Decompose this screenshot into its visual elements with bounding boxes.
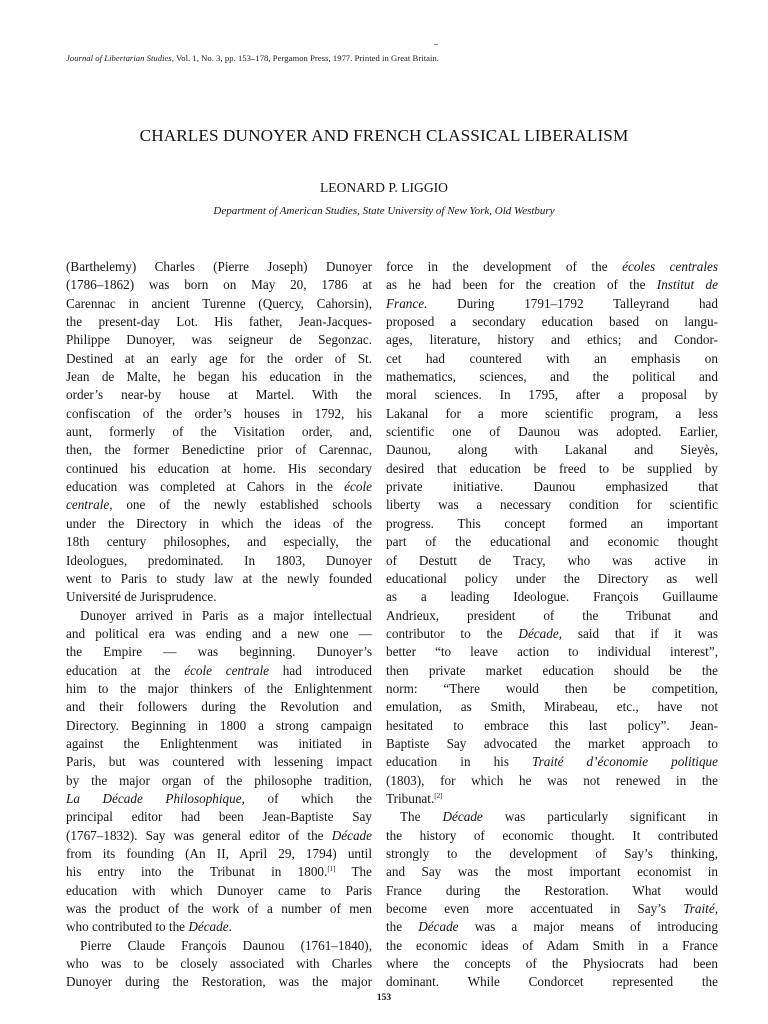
text-segment: France during the Restoration. What would	[386, 882, 718, 898]
text-line	[386, 350, 718, 368]
text-line	[66, 900, 372, 918]
text-line	[66, 680, 372, 698]
italic-text: école centrale	[184, 662, 270, 678]
text-segment: The	[400, 809, 443, 825]
text-line	[66, 863, 372, 881]
text-line	[66, 808, 372, 826]
text-column-left	[66, 258, 372, 992]
text-segment: and Say was the most important economist in	[386, 864, 718, 880]
italic-text: écoles centrales	[622, 259, 718, 274]
italic-text: La Décade Philosophique,	[66, 790, 245, 806]
text-line	[66, 423, 372, 441]
text-line	[386, 441, 718, 459]
text-line	[386, 258, 718, 276]
text-segment: educational policy under the Directory as well	[386, 570, 718, 586]
text-segment: Lakanal for a more scientific program, a less	[386, 405, 718, 421]
text-segment: education with which Dunoyer came to Paris	[66, 882, 372, 898]
text-line	[386, 496, 718, 514]
footnote-ref: [2]	[434, 791, 443, 800]
author-affiliation: Department of American Studies, State University of New York, Old Westbury	[213, 205, 555, 217]
text-line	[66, 570, 372, 588]
text-segment: liberty was a necessary condition for scientific	[386, 497, 718, 513]
text-line	[66, 827, 372, 845]
text-line	[386, 478, 718, 496]
text-line	[66, 276, 372, 294]
text-line	[386, 533, 718, 551]
text-line	[386, 295, 718, 313]
text-segment: was the product of the work of a number of men	[66, 901, 372, 917]
text-line	[386, 882, 718, 900]
text-line	[66, 331, 372, 349]
text-segment: and political era was ending and a new one —	[66, 625, 372, 641]
text-segment: one of the newly established schools	[112, 497, 372, 513]
text-segment: scientific one of Daunou was adopted. Earlier,	[386, 424, 718, 440]
text-line	[386, 313, 718, 331]
text-line	[386, 900, 718, 918]
text-segment: Andrieux, president of the Tribunat and	[386, 607, 718, 623]
text-line	[66, 313, 372, 331]
text-segment: desired that education be freed to be supplied by	[386, 460, 718, 476]
text-line	[386, 588, 718, 606]
text-line	[66, 772, 372, 790]
text-line	[386, 460, 718, 478]
italic-text: Institut de	[656, 277, 718, 293]
text-segment: him to the major thinkers of the Enlightenment	[66, 680, 372, 696]
text-segment: Pierre Claude François Daunou (1761–1840),	[80, 937, 372, 953]
text-line	[386, 570, 718, 588]
text-line	[66, 625, 372, 643]
text-segment: private initiative. Daunou emphasized that	[386, 479, 718, 495]
text-segment: from its founding (An II, April 29, 1794) until	[66, 846, 372, 861]
text-segment: his entry into the Tribunat in 1800.	[66, 864, 328, 880]
text-segment: had introduced	[269, 662, 373, 678]
text-line	[386, 863, 718, 881]
text-segment: who contributed to the	[66, 919, 189, 935]
text-segment: 18th century philosophes, and especially, the	[66, 534, 372, 550]
text-line	[386, 918, 718, 936]
italic-text: Traité,	[683, 901, 718, 917]
text-segment: Carennac in ancient Turenne (Quercy, Cahorsin),	[66, 295, 372, 311]
text-segment: Destined at an early age for the order of St.	[66, 350, 372, 366]
text-line	[66, 295, 372, 313]
italic-text: école	[344, 479, 372, 495]
text-line	[66, 937, 372, 955]
text-line	[66, 258, 372, 276]
text-line	[386, 423, 718, 441]
text-segment: aunt, formerly of the Visitation order, and,	[66, 424, 372, 440]
text-line	[386, 808, 718, 826]
text-segment: was particularly significant in	[482, 809, 718, 825]
text-segment: went to Paris to study law at the newly founded	[66, 570, 372, 586]
text-segment: the economic ideas of Adam Smith in a France	[386, 937, 718, 953]
footnote-ref: [1]	[327, 865, 336, 874]
text-segment: progress. This concept formed an important	[386, 515, 718, 531]
text-segment: education was completed at Cahors in the	[66, 479, 345, 495]
text-segment: then, the former Benedictine prior of Carennac,	[66, 442, 372, 458]
text-segment: Tribunat.	[386, 790, 435, 806]
text-segment: against the Enlightenment was initiated in	[66, 735, 372, 751]
text-line	[66, 552, 372, 570]
text-segment: part of the educational and economic thought	[386, 534, 718, 550]
text-line	[386, 937, 718, 955]
text-line	[66, 753, 372, 771]
text-segment: education at the	[66, 662, 185, 678]
italic-text: Décade	[331, 827, 372, 843]
text-segment: better “to leave action to individual interest”,	[386, 644, 718, 660]
italic-text: Décade,	[518, 625, 562, 641]
text-line	[66, 588, 372, 606]
italic-text: Décade	[188, 919, 229, 935]
text-segment: contributor to the	[386, 625, 519, 641]
text-segment: strongly to the development of Say’s thinking,	[386, 846, 718, 861]
text-segment: confiscation of the order’s houses in 1792, his	[66, 405, 372, 421]
text-segment: as he had been for the creation of the	[386, 277, 657, 293]
text-segment: During 1791–1792 Talleyrand had	[427, 295, 718, 311]
text-segment: Directory. Beginning in 1800 a strong campaign	[66, 717, 372, 733]
text-line	[386, 552, 718, 570]
text-column-right	[386, 258, 718, 992]
text-line	[386, 405, 718, 423]
text-line	[66, 717, 372, 735]
text-segment: Dunoyer during the Restoration, was the major	[66, 974, 372, 990]
text-segment: of which the	[244, 790, 373, 806]
text-segment: .	[228, 919, 232, 935]
text-segment: principal editor had been Jean-Baptiste Say	[66, 809, 372, 825]
text-line	[386, 643, 718, 661]
text-segment: emulation, as Smith, Mirabeau, etc., have not	[386, 699, 718, 715]
text-line	[386, 845, 718, 863]
text-line	[386, 827, 718, 845]
text-line	[66, 515, 372, 533]
text-segment: The	[335, 864, 373, 880]
article-title: CHARLES DUNOYER AND FRENCH CLASSICAL LIBERALISM	[139, 126, 629, 145]
text-line	[66, 698, 372, 716]
text-segment: (Barthelemy) Charles (Pierre Joseph) Dunoyer	[66, 259, 372, 274]
text-segment: proposed a secondary education based on langu-	[386, 314, 718, 330]
journal-citation	[66, 53, 439, 63]
text-line	[66, 478, 372, 496]
text-segment: the history of economic thought. It contributed	[386, 827, 718, 843]
text-segment: Baptiste Say advocated the market approach to	[386, 735, 718, 751]
italic-text: France.	[386, 295, 428, 311]
text-segment: become even more accentuated in Say’s	[386, 901, 684, 917]
text-segment: the Empire — was beginning. Dunoyer’s	[66, 644, 372, 660]
italic-text: centrale,	[66, 497, 113, 513]
text-segment: by the major organ of the philosophe tradition,	[66, 772, 372, 788]
text-line	[66, 441, 372, 459]
text-segment: Jean de Malte, he began his education in the	[66, 369, 372, 385]
text-line	[386, 790, 718, 808]
text-segment: who was to be closely associated with Charles	[66, 956, 372, 972]
text-segment: Ideologues, predominated. In 1803, Dunoyer	[66, 552, 372, 568]
page-number: 153	[376, 993, 392, 1003]
text-segment: force in the development of the	[386, 259, 623, 274]
text-line	[66, 845, 372, 863]
text-line	[386, 515, 718, 533]
text-line	[66, 882, 372, 900]
text-line	[386, 717, 718, 735]
text-line	[66, 368, 372, 386]
text-segment: order’s near-by house at Martel. With the	[66, 387, 372, 403]
text-segment: (1786–1862) was born on May 20, 1786 at	[66, 277, 372, 293]
text-line	[66, 460, 372, 478]
text-line	[66, 607, 372, 625]
text-line	[66, 405, 372, 423]
text-line	[66, 350, 372, 368]
text-segment: where the concepts of the Physiocrats had been	[386, 956, 718, 972]
text-segment: then private market education should be the	[386, 662, 718, 678]
text-segment: was a major means of introducing	[458, 919, 718, 935]
text-line	[66, 973, 372, 991]
article-author: LEONARD P. LIGGIO	[320, 180, 448, 195]
text-line	[386, 276, 718, 294]
scan-mark	[434, 44, 438, 45]
text-segment: Paris, but was countered with lessening impact	[66, 754, 372, 770]
text-line	[66, 735, 372, 753]
text-line	[386, 753, 718, 771]
text-line	[386, 973, 718, 991]
text-segment: under the Directory in which the ideas of the	[66, 515, 372, 531]
text-segment: moral sciences. In 1795, after a proposal by	[386, 387, 718, 403]
text-segment: the	[386, 919, 419, 935]
text-segment: norm: “There would then be competition,	[386, 680, 718, 696]
text-segment: mathematics, sciences, and the political and	[386, 369, 718, 385]
text-line	[386, 772, 718, 790]
text-segment: ages, literature, history and ethics; and Condor-	[386, 332, 718, 348]
italic-text: Traité d’économie politique	[532, 754, 718, 770]
text-segment: Dunoyer arrived in Paris as a major intellectual	[80, 607, 372, 623]
text-segment: and their followers during the Revolution and	[66, 699, 372, 715]
text-line	[386, 735, 718, 753]
text-line	[66, 790, 372, 808]
text-line	[386, 386, 718, 404]
text-line	[386, 607, 718, 625]
text-segment: (1767–1832). Say was general editor of the	[66, 827, 332, 843]
text-line	[66, 386, 372, 404]
text-line	[386, 680, 718, 698]
text-line	[66, 662, 372, 680]
text-line	[386, 662, 718, 680]
italic-text: Décade	[442, 809, 483, 825]
journal-name: Journal of Libertarian Studies,	[66, 53, 175, 63]
text-line	[386, 368, 718, 386]
text-line	[66, 918, 372, 936]
text-segment: (1803), for which he was not renewed in the	[386, 772, 718, 788]
text-line	[386, 625, 718, 643]
text-segment: continued his education at home. His secondary	[66, 460, 372, 476]
text-segment: dominant. While Condorcet represented the	[386, 974, 718, 990]
italic-text: Décade	[418, 919, 459, 935]
text-line	[386, 698, 718, 716]
text-segment: hesitated to embrace this last policy”. Jean-	[386, 717, 718, 733]
text-line	[66, 955, 372, 973]
text-segment: the present-day Lot. His father, Jean-Jacques-	[66, 314, 372, 330]
text-segment: cet had countered with an emphasis on	[386, 350, 718, 366]
text-segment: education in his	[386, 754, 533, 770]
text-segment: Université de Jurisprudence.	[66, 589, 217, 605]
text-line	[66, 643, 372, 661]
text-line	[66, 496, 372, 514]
text-line	[386, 955, 718, 973]
text-segment: Daunou, along with Lakanal and Sieyès,	[386, 442, 718, 458]
journal-details: Vol. 1, No. 3, pp. 153–178, Pergamon Press, 1977. Printed in Great Britain.	[174, 53, 439, 63]
text-segment: said that if it was	[562, 625, 718, 641]
text-segment: of Destutt de Tracy, who was active in	[386, 552, 718, 568]
text-line	[66, 533, 372, 551]
text-segment: Philippe Dunoyer, was seigneur de Segonzac.	[66, 332, 372, 348]
text-segment: as a leading Ideologue. François Guillaume	[386, 589, 718, 605]
text-line	[386, 331, 718, 349]
